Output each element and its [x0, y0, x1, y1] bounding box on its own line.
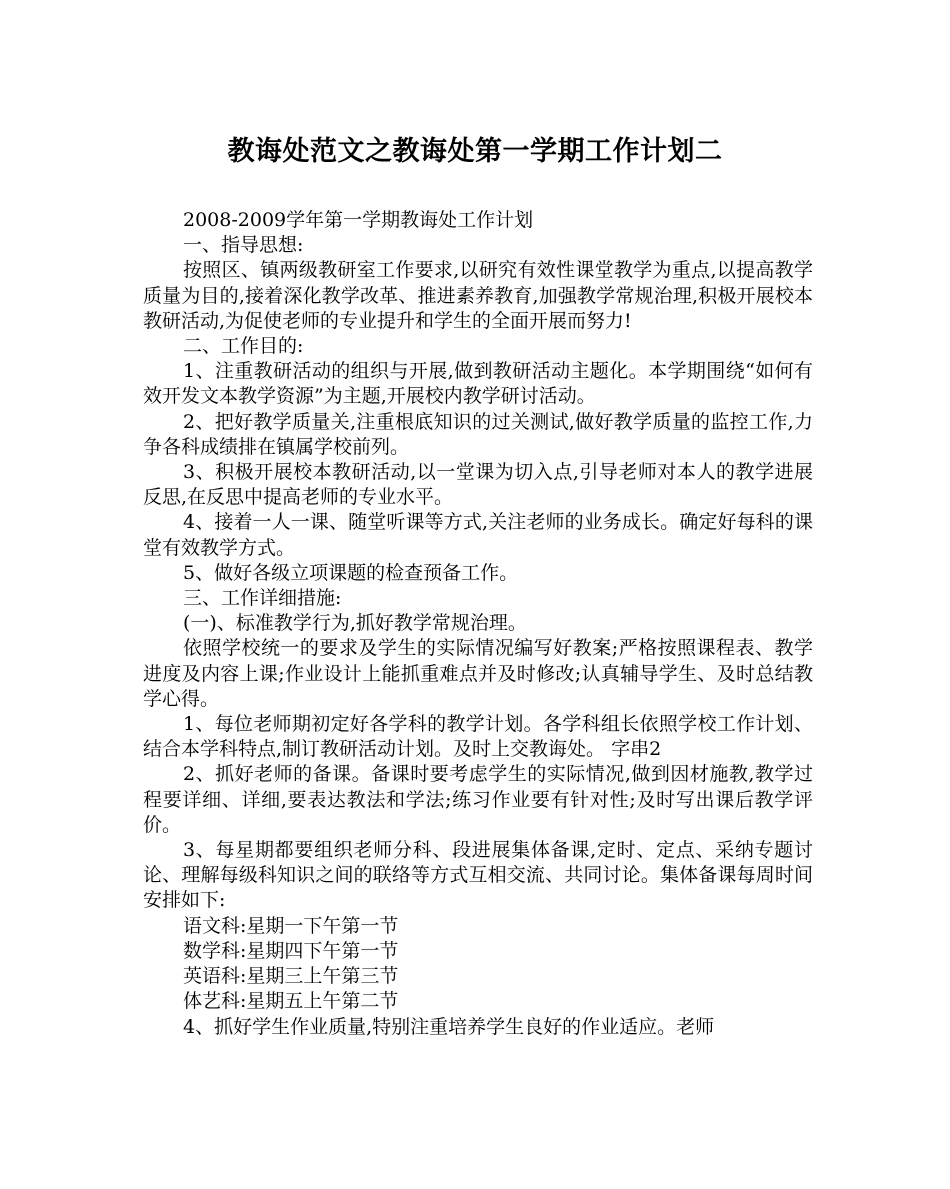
paragraph-plan-heading: 2008-2009学年第一学期教诲处工作计划: [183, 209, 534, 231]
paragraph-schedule-chinese: 语文科:星期一下午第一节: [183, 914, 399, 937]
paragraph-goal-5: 5、做好各级立项课题的检查预备工作。: [183, 561, 519, 584]
paragraph-schedule-arts: 体艺科:星期五上午第二节: [183, 990, 399, 1013]
paragraph-schedule-english: 英语科:星期三上午第三节: [183, 965, 399, 988]
paragraph-goal-3: 3、积极开展校本教研活动,以一堂课为切入点,引导老师对本人的教学进展反思,在反思中提高老师的专业水平。: [143, 461, 813, 509]
paragraph-measure-4: 4、抓好学生作业质量,特别注重培养学生良好的作业适应。老师: [183, 1015, 715, 1038]
paragraph-goal-2: 2、把好教学质量关,注重根底知识的过关测试,做好教学质量的监控工作,力争各科成绩排在镇属学校前列。: [143, 410, 813, 458]
paragraph-schedule-math: 数学科:星期四下午第一节: [183, 939, 399, 962]
paragraph-section-2-heading: 二、工作目的:: [183, 335, 304, 358]
paragraph-measure-2: 2、抓好老师的备课。备课时要考虑学生的实际情况,做到因材施教,教学过程要详细、详细,要表达教法和学法;练习作业要有针对性;及时写出课后教学评价。: [143, 763, 813, 836]
paragraph-subsection-1-heading: (一)、标准教学行为,抓好教学常规治理。: [183, 612, 527, 635]
document-body: [143, 208, 813, 1040]
paragraph-goal-1: 1、注重教研活动的组织与开展,做到教研活动主题化。本学期围绕“如何有效开发文本教学资源”为主题,开展校内教学研讨活动。: [143, 360, 813, 408]
paragraph-goal-4: 4、接着一人一课、随堂听课等方式,关注老师的业务成长。确定好每科的课堂有效教学方式。: [143, 511, 813, 559]
paragraph-teaching-requirements: 依照学校统一的要求及学生的实际情况编写好教案;严格按照课程表、教学进度及内容上课;作业设计上能抓重难点并及时修改;认真辅导学生、及时总结教学心得。: [143, 637, 813, 710]
paragraph-guiding-thought: 按照区、镇两级教研室工作要求,以研究有效性课堂教学为重点,以提高教学质量为目的,接着深化教学改革、推进素养教育,加强教学常规治理,积极开展校本教研活动,为促使老师的专业提升和学生的全面开展而努力!: [143, 259, 813, 332]
paragraph-measure-1: 1、每位老师期初定好各学科的教学计划。各学科组长依照学校工作计划、结合本学科特点,制订教研活动计划。及时上交教诲处。 字串2: [143, 713, 813, 761]
document-title: 教诲处范文之教诲处第一学期工作计划二: [227, 136, 723, 167]
paragraph-section-3-heading: 三、工作详细措施:: [183, 587, 342, 610]
paragraph-measure-3: 3、每星期都要组织老师分科、段进展集体备课,定时、定点、采纳专题讨论、理解每级科知识之间的联络等方式互相交流、共同讨论。集体备课每周时间安排如下:: [143, 839, 813, 912]
paragraph-section-1-heading: 一、指导思想:: [183, 234, 304, 257]
